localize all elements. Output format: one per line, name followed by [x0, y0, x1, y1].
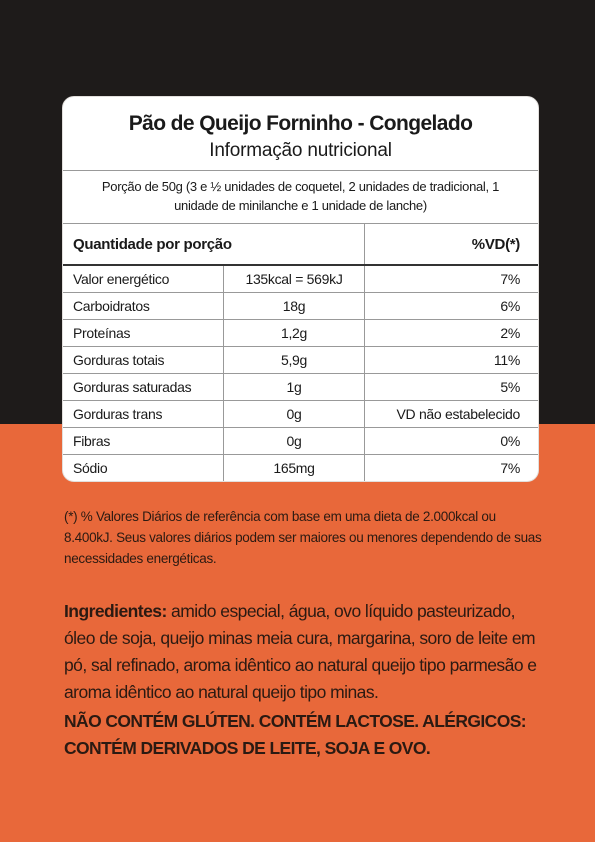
amount-cell: 135kcal = 569kJ [224, 265, 365, 293]
vd-cell: 7% [365, 265, 539, 293]
ingredients-label: Ingredientes: [64, 601, 167, 621]
amount-cell: 1g [224, 374, 365, 401]
vd-cell: 5% [365, 374, 539, 401]
nutrient-cell: Fibras [63, 428, 224, 455]
ingredients [64, 598, 548, 706]
vd-cell: 11% [365, 347, 539, 374]
amount-cell: 1,2g [224, 320, 365, 347]
vd-cell: VD não estabelecido [365, 401, 539, 428]
header-quantity: Quantidade por porção [63, 224, 365, 266]
table-row [63, 401, 538, 428]
amount-cell: 5,9g [224, 347, 365, 374]
nutrition-card [62, 96, 539, 482]
nutrient-cell: Proteínas [63, 320, 224, 347]
table-header-row [63, 224, 538, 266]
product-title: Pão de Queijo Forninho - Congelado [128, 112, 473, 135]
table-row [63, 293, 538, 320]
nutrient-cell: Valor energético [73, 271, 170, 287]
amount-cell: 165mg [224, 455, 365, 482]
ingredients-text: amido especial, água, ovo líquido pasteurizado, óleo de soja, queijo minas meia cura, margarina, soro de leite em pó, sal refinado, aroma idêntico ao natural queijo tipo parmesão e aroma idêntico ao natural queijo tipo minas. [64, 601, 537, 702]
vd-cell: 6% [365, 293, 539, 320]
vd-cell: 2% [365, 320, 539, 347]
nutrient-cell: Sódio [63, 455, 224, 482]
nutrient-cell: Gorduras totais [63, 347, 224, 374]
nutrient-cell: Carboidratos [63, 293, 224, 320]
table-row [63, 455, 538, 482]
amount-cell: 0g [224, 428, 365, 455]
nutrition-table [63, 223, 538, 481]
table-row [63, 320, 538, 347]
portion-info: Porção de 50g (3 e ½ unidades de coquetel, 2 unidades de tradicional, 1 unidade de minilanche e 1 unidade de lanche) [63, 170, 538, 223]
header-vd: %VD(*) [365, 224, 539, 266]
nutrition-subtitle: Informação nutricional [209, 140, 392, 161]
table-row [63, 265, 538, 293]
nutrient-cell: Gorduras saturadas [63, 374, 224, 401]
amount-cell: 0g [224, 401, 365, 428]
table-row [63, 374, 538, 401]
table-row [63, 428, 538, 455]
vd-cell: 7% [365, 455, 539, 482]
vd-cell: 0% [365, 428, 539, 455]
table-row [63, 347, 538, 374]
allergen-warning: NÃO CONTÉM GLÚTEN. CONTÉM LACTOSE. ALÉRGICOS: CONTÉM DERIVADOS DE LEITE, SOJA E OVO. [64, 711, 527, 758]
footnote: (*) % Valores Diários de referência com base em uma dieta de 2.000kcal ou 8.400kJ. Seus valores diários podem ser maiores ou menores dependendo de suas necessidades energéticas. [64, 509, 542, 566]
nutrient-cell: Gorduras trans [63, 401, 224, 428]
amount-cell: 18g [224, 293, 365, 320]
